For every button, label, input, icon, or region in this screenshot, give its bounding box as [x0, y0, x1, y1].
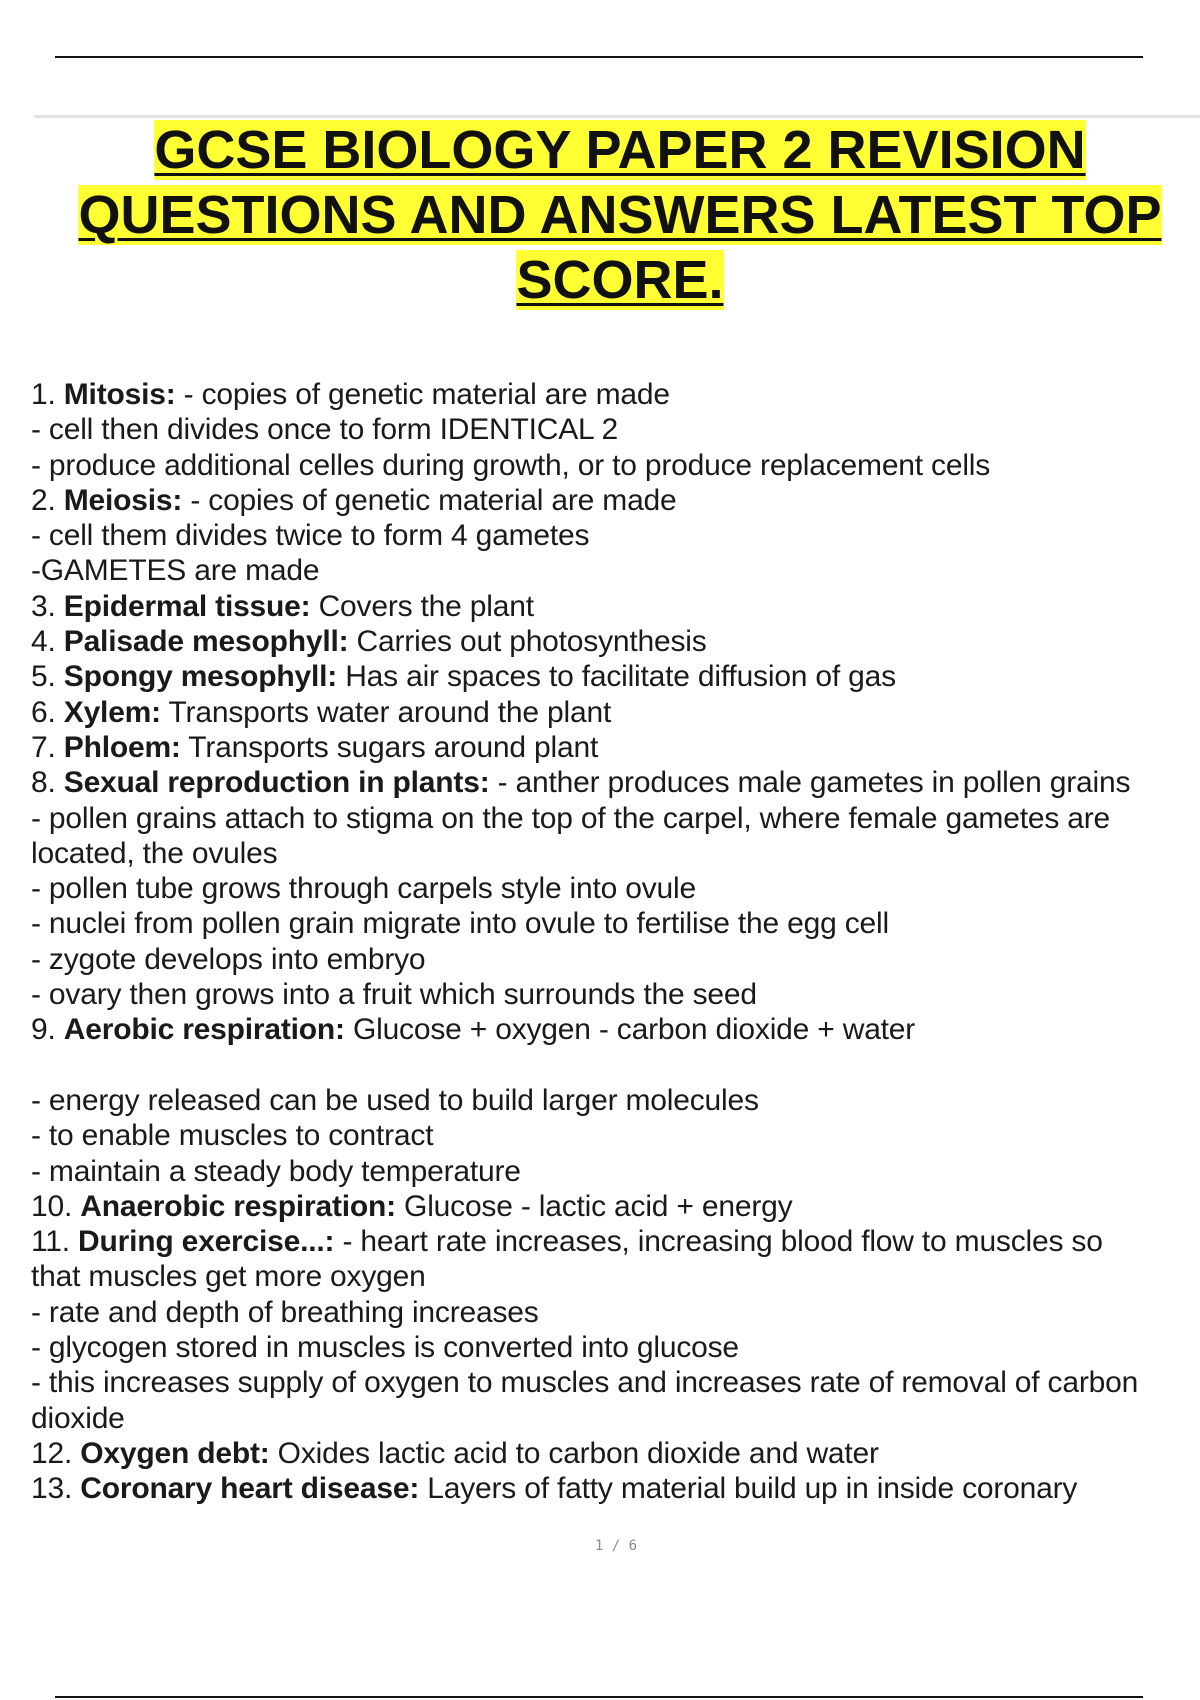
- item-text: Glucose + oxygen - carbon dioxide + water: [344, 1013, 916, 1047]
- item-number: 12.: [31, 1436, 81, 1470]
- item-number: 4.: [31, 625, 64, 659]
- item-term: Xylem:: [63, 695, 161, 729]
- item-text: - copies of genetic material are made: [182, 483, 677, 517]
- item-text: - rate and depth of breathing increases: [31, 1295, 539, 1329]
- item-text: Covers the plant: [310, 589, 534, 623]
- question-item: [31, 377, 1200, 412]
- item-text: - cell then divides once to form IDENTICAL 2: [31, 413, 618, 447]
- item-text: - nuclei from pollen grain migrate into ovule to fertilise the egg cell: [31, 907, 889, 941]
- item-text: - glycogen stored in muscles is converted into glucose: [31, 1331, 739, 1365]
- item-term: Coronary heart disease:: [80, 1472, 420, 1506]
- item-term: Epidermal tissue:: [63, 589, 311, 623]
- item-text: Oxides lactic acid to carbon dioxide and water: [269, 1436, 879, 1470]
- item-number: 6.: [31, 695, 64, 729]
- item-text: that muscles get more oxygen: [31, 1260, 426, 1294]
- item-text: -GAMETES are made: [31, 554, 320, 588]
- bottom-rule: [55, 1696, 1143, 1698]
- question-item: [31, 1224, 1200, 1259]
- document-title: [40, 118, 1200, 313]
- question-item: [31, 695, 1200, 730]
- item-text: Carries out photosynthesis: [348, 625, 707, 659]
- item-text: Layers of fatty material build up in inside coronary: [419, 1472, 1078, 1506]
- item-text: - produce additional celles during growth, or to produce replacement cells: [31, 448, 991, 482]
- item-term: Meiosis:: [63, 483, 183, 517]
- item-term: Mitosis:: [63, 378, 176, 411]
- item-term: Sexual reproduction in plants:: [63, 766, 490, 800]
- item-number: 11.: [31, 1225, 79, 1259]
- item-text: dioxide: [31, 1401, 125, 1435]
- answer-line: [31, 412, 1200, 447]
- item-text: - ovary then grows into a fruit which surrounds the seed: [31, 978, 757, 1012]
- item-text: Transports sugars around plant: [180, 730, 599, 764]
- item-text: - this increases supply of oxygen to muscles and increases rate of removal of carbon: [31, 1366, 1139, 1400]
- answer-line: [31, 1154, 1200, 1189]
- answer-line: [31, 448, 1200, 483]
- answer-line: [31, 1330, 1200, 1365]
- item-term: During exercise...:: [78, 1225, 335, 1259]
- item-term: Aerobic respiration:: [63, 1013, 345, 1047]
- answer-line: [31, 1365, 1200, 1400]
- item-number: 3.: [31, 589, 64, 623]
- item-text: - anther produces male gametes in pollen grains: [489, 766, 1131, 800]
- item-term: Palisade mesophyll:: [63, 625, 349, 659]
- item-text: Has air spaces to facilitate diffusion of gas: [337, 660, 896, 694]
- answer-line: [31, 906, 1200, 941]
- answer-line: [31, 1259, 1200, 1294]
- page-number: 1 / 6: [594, 1538, 638, 1554]
- item-text: - zygote develops into embryo: [31, 942, 426, 976]
- item-number: 5.: [31, 660, 64, 694]
- item-text: Transports water around the plant: [160, 695, 612, 729]
- item-term: Oxygen debt:: [80, 1436, 270, 1470]
- answer-line: [31, 801, 1200, 836]
- item-text: - cell them divides twice to form 4 gametes: [31, 519, 590, 553]
- answer-line: [31, 871, 1200, 906]
- item-number: 10.: [31, 1189, 81, 1223]
- title-line-2: QUESTIONS AND ANSWERS LATEST TOP: [78, 185, 1162, 245]
- answer-line: [31, 1401, 1200, 1436]
- item-text: Glucose - lactic acid + energy: [395, 1189, 793, 1223]
- question-item: [31, 483, 1200, 518]
- question-item: [31, 659, 1200, 694]
- item-text: - copies of genetic material are made: [175, 378, 670, 411]
- question-item: [31, 1471, 1200, 1506]
- answer-line: [31, 942, 1200, 977]
- item-number: 7.: [31, 730, 64, 764]
- item-number: 8.: [31, 766, 64, 800]
- item-term: Spongy mesophyll:: [63, 660, 338, 694]
- item-text: located, the ovules: [31, 836, 278, 870]
- item-number: 1.: [31, 378, 64, 411]
- question-item: [31, 1012, 1200, 1047]
- question-item: [31, 1189, 1200, 1224]
- item-text: - heart rate increases, increasing blood flow to muscles so: [334, 1225, 1103, 1259]
- answer-line: [31, 1083, 1200, 1118]
- item-number: 2.: [31, 483, 64, 517]
- item-text: - to enable muscles to contract: [31, 1119, 434, 1153]
- item-text: - pollen tube grows through carpels style into ovule: [31, 872, 696, 906]
- question-item: [31, 765, 1200, 800]
- title-line-1: GCSE BIOLOGY PAPER 2 REVISION: [154, 120, 1086, 180]
- item-number: 13.: [31, 1472, 81, 1506]
- question-item: [31, 730, 1200, 765]
- answer-line: [31, 1295, 1200, 1330]
- question-item: [31, 1436, 1200, 1471]
- title-line-3: SCORE.: [516, 250, 724, 310]
- revision-list: [31, 377, 1200, 1507]
- item-number: 9.: [31, 1013, 64, 1047]
- answer-line: [31, 1118, 1200, 1153]
- answer-line: [31, 553, 1200, 588]
- answer-line: [31, 518, 1200, 553]
- answer-line: [31, 977, 1200, 1012]
- question-item: [31, 624, 1200, 659]
- question-item: [31, 589, 1200, 624]
- item-text: - maintain a steady body temperature: [31, 1154, 521, 1188]
- answer-line: [31, 1048, 1200, 1083]
- item-term: Phloem:: [63, 730, 181, 764]
- item-text: - energy released can be used to build larger molecules: [31, 1083, 759, 1117]
- item-text: - pollen grains attach to stigma on the top of the carpel, where female gametes are: [31, 801, 1111, 835]
- answer-line: [31, 836, 1200, 871]
- top-rule: [55, 56, 1143, 58]
- item-term: Anaerobic respiration:: [80, 1189, 396, 1223]
